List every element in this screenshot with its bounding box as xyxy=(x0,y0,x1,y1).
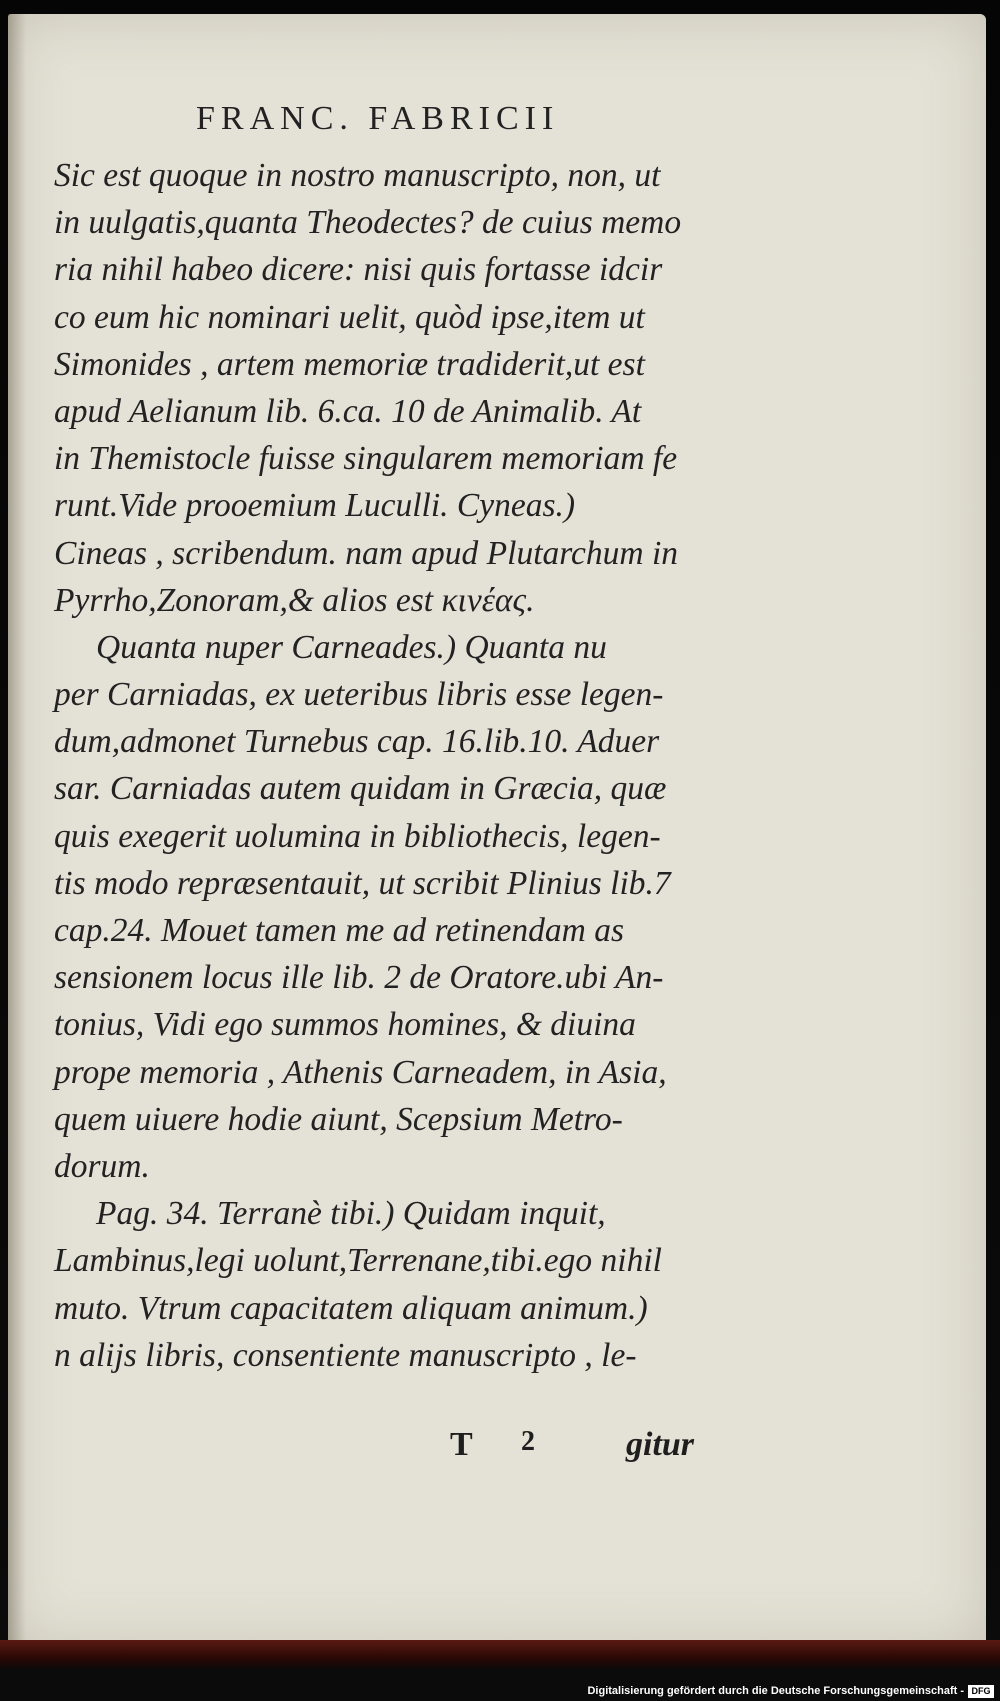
text-line: quem uiuere hodie aiunt, Scepsium Metro- xyxy=(54,1100,623,1138)
text-line: Cineas , scribendum. nam apud Plutarchum in xyxy=(54,534,679,572)
catchword: gitur xyxy=(626,1426,695,1463)
digitization-credit: Digitalisierung gefördert durch die Deutsche Forschungsgemeinschaft - xyxy=(587,1685,964,1697)
text-line: dorum. xyxy=(54,1147,150,1185)
page-edge-shadow xyxy=(0,1640,1000,1670)
text-line: prope memoria , Athenis Carneadem, in Asia, xyxy=(54,1053,667,1091)
dfg-logo: DFG xyxy=(968,1685,994,1698)
text-line: dum,admonet Turnebus cap. 16.lib.10. Aduer xyxy=(54,723,660,761)
page-number: 2 xyxy=(521,1426,535,1457)
text-line: apud Aelianum lib. 6.ca. 10 de Animalib. At xyxy=(54,392,642,430)
text-line: sar. Carniadas autem quidam in Græcia, quæ xyxy=(54,770,667,808)
text-line: in Themistocle fuisse singularem memoriam fe xyxy=(54,440,678,478)
running-head: FRANC. FABRICII xyxy=(196,100,560,137)
text-line: sensionem locus ille lib. 2 de Oratore.ubi An- xyxy=(54,959,664,997)
text-line: co eum hic nominari uelit, quòd ipse,item ut xyxy=(54,298,645,336)
signature-line xyxy=(8,1426,718,1476)
paragraph-first-line: Quanta nuper Carneades.) Quanta nu xyxy=(96,628,607,666)
text-line: Sic est quoque in nostro manuscripto, non, ut xyxy=(54,157,661,194)
paragraph-first-line: Pag. 34. Terranè tibi.) Quidam inquit, xyxy=(96,1195,606,1233)
text-line: muto. Vtrum capacitatem aliquam animum.) xyxy=(54,1289,648,1327)
text-line: per Carniadas, ex ueteribus libris esse legen- xyxy=(54,676,664,714)
text-line: quis exegerit uolumina in bibliothecis, legen- xyxy=(54,817,661,855)
text-line: ria nihil habeo dicere: nisi quis fortasse idcir xyxy=(54,251,663,289)
text-line: runt.Vide prooemium Luculli. Cyneas.) xyxy=(54,487,576,525)
text-line: Simonides , artem memoriæ tradiderit,ut est xyxy=(54,345,645,383)
text-line: Lambinus,legi uolunt,Terrenane,tibi.ego nihil xyxy=(54,1242,662,1280)
text-line: n alijs libris, consentiente manuscripto , le- xyxy=(54,1336,637,1374)
text-line: tonius, Vidi ego summos homines, & diuina xyxy=(54,1006,636,1044)
text-line: in uulgatis,quanta Theodectes? de cuius memo xyxy=(54,204,682,242)
text-line: cap.24. Mouet tamen me ad retinendam as xyxy=(54,912,625,949)
text-block xyxy=(54,152,724,1379)
book-page xyxy=(8,14,986,1647)
text-line: Pyrrho,Zonoram,& alios est κινέας. xyxy=(54,581,535,619)
signature-mark: T xyxy=(450,1426,473,1463)
text-line: tis modo repræsentauit, ut scribit Plinius lib.7 xyxy=(54,864,671,902)
